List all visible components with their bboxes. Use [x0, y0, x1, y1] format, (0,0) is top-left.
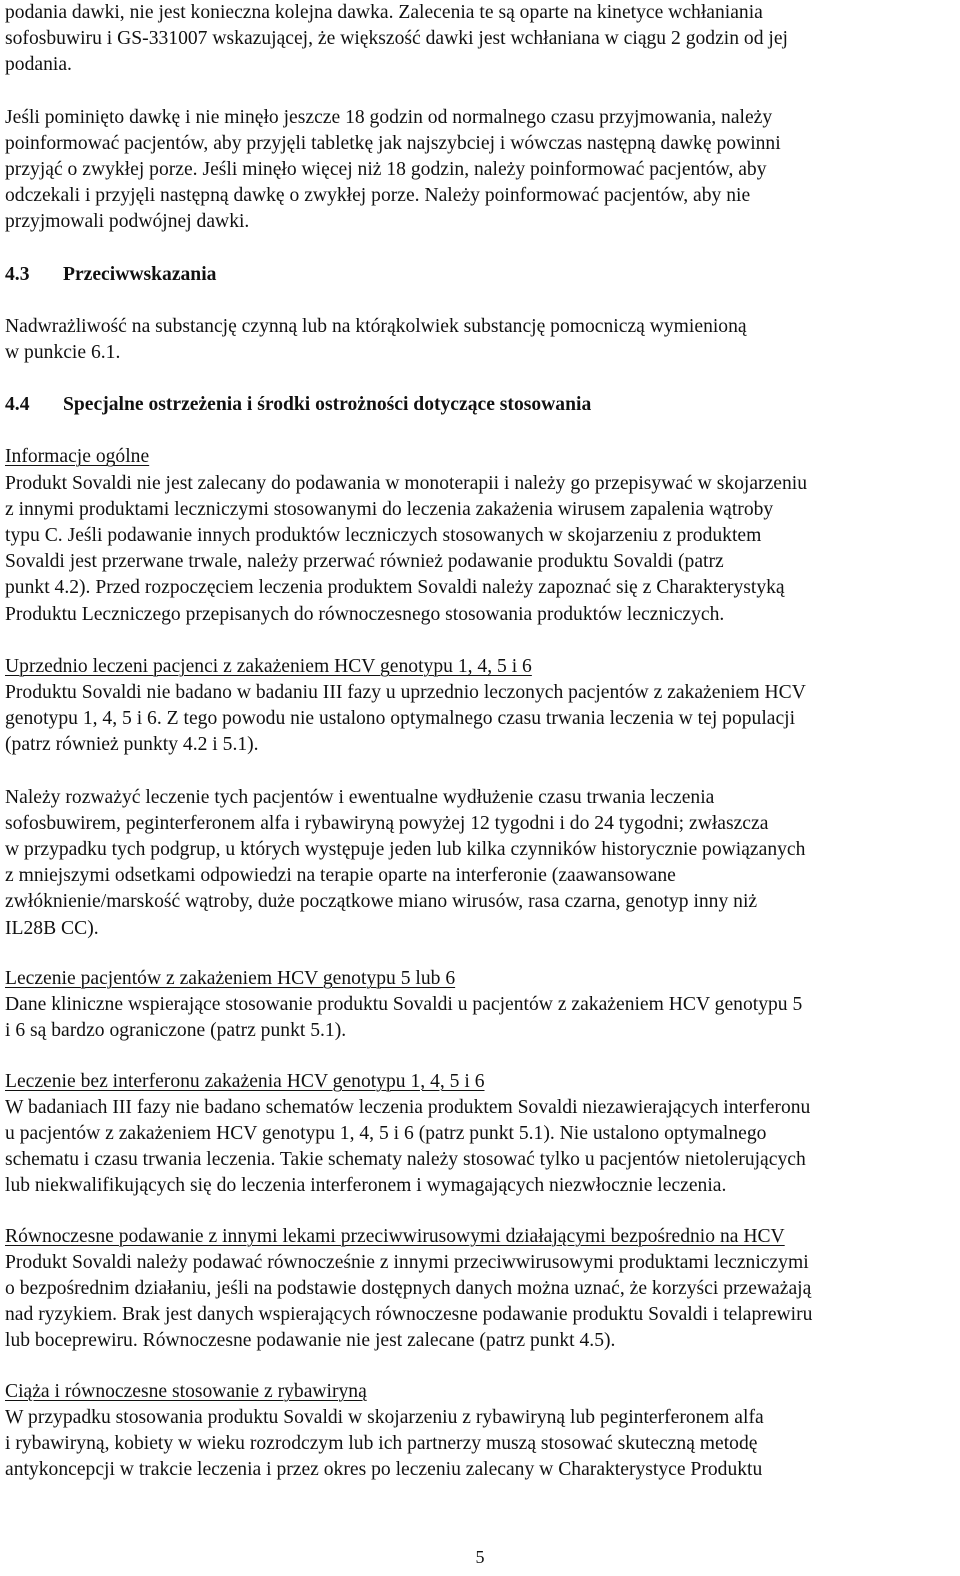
text-line: punkt 4.2). Przed rozpoczęciem leczenia produktem Sovaldi należy zapoznać się z Charakterystyką	[5, 577, 785, 599]
intro-paragraph	[5, 0, 955, 79]
text-line: Produkt Sovaldi należy podawać równocześnie z innymi przeciwwirusowymi produktami leczniczymi	[5, 1251, 809, 1273]
text-line: Dane kliniczne wspierające stosowanie produktu Sovaldi u pacjentów z zakażeniem HCV genotypu 5	[5, 994, 803, 1016]
contraindications-paragraph	[5, 314, 955, 366]
text-line: antykoncepcji w trakcie leczenia i przez okres po leczeniu zalecany w Charakterystyce Produktu	[5, 1459, 763, 1481]
text-line: W przypadku stosowania produktu Sovaldi w skojarzeniu z rybawiryną lub peginterferonem alfa	[5, 1406, 764, 1428]
text-line: z innymi produktami leczniczymi stosowanymi do leczenia zakażenia wirusem zapalenia wątroby	[5, 498, 774, 520]
text-line: (patrz również punkty 4.2 i 5.1).	[5, 734, 259, 756]
text-line: z mniejszymi odsetkami odpowiedzi na terapie oparte na interferonie (zaawansowane	[5, 865, 676, 887]
subsection-heading: Leczenie pacjentów z zakażeniem HCV genotypu 5 lub 6	[5, 967, 456, 989]
subsection-heading: Równoczesne podawanie z innymi lekami przeciwwirusowymi działającymi bezpośrednio na HCV	[5, 1225, 785, 1247]
text-line: sofosbuwirem, peginterferonem alfa i rybawiryną powyżej 12 tygodni i do 24 tygodni; zwłaszcza	[5, 812, 769, 834]
missed-dose-paragraph	[5, 105, 955, 236]
subsection-heading: Ciąża i równoczesne stosowanie z rybawiryną	[5, 1380, 367, 1402]
text-line: Produktu Sovaldi nie badano w badaniu III fazy u uprzednio leczonych pacjentów z zakażeniem HCV	[5, 682, 806, 704]
section-4-4-heading	[5, 392, 955, 418]
text-line: zwłóknienie/marskość wątroby, duże początkowe miano wirusów, rasa czarna, genotyp inny niż	[5, 891, 758, 913]
section-number: 4.3	[5, 263, 30, 285]
text-line: Nadwrażliwość na substancję czynną lub na którąkolwiek substancję pomocniczą wymienioną	[5, 315, 747, 337]
text-line: podania dawki, nie jest konieczna kolejna dawka. Zalecenia te są oparte na kinetyce wchłaniania	[5, 2, 763, 23]
text-line: odczekali i przyjęli następną dawkę o zwykłej porze. Należy poinformować pacjentów, aby nie	[5, 185, 751, 207]
text-line: IL28B CC).	[5, 917, 99, 939]
text-line: podania.	[5, 54, 72, 76]
page-number: 5	[475, 1547, 485, 1567]
text-line: o bezpośrednim działaniu, jeśli na podstawie dostępnych danych można uznać, że korzyści przeważają	[5, 1277, 812, 1299]
subsection-heading: Leczenie bez interferonu zakażenia HCV genotypu 1, 4, 5 i 6	[5, 1070, 485, 1092]
text-line: w przypadku tych podgrup, u których występuje jeden lub kilka czynników historycznie powiązanych	[5, 839, 806, 861]
text-line: W badaniach III fazy nie badano schematów leczenia produktem Sovaldi niezawierających interferonu	[5, 1096, 811, 1118]
text-line: poinformować pacjentów, aby przyjęli tabletkę jak najszybciej i wówczas następną dawkę powinni	[5, 132, 781, 154]
text-line: nad ryzykiem. Brak jest danych wspierających równoczesne podawanie produktu Sovaldi i telaprewiru	[5, 1304, 813, 1326]
text-line: sofosbuwiru i GS-331007 wskazującej, że większość dawki jest wchłaniana w ciągu 2 godzin od jej	[5, 28, 789, 50]
text-line: u pacjentów z zakażeniem HCV genotypu 1, 4, 5 i 6 (patrz punkt 5.1). Nie ustalono optymalnego	[5, 1122, 767, 1144]
text-line: Produkt Sovaldi nie jest zalecany do podawania w monoterapii i należy go przepisywać w skojarzeniu	[5, 472, 808, 494]
text-line: lub boceprewiru. Równoczesne podawanie nie jest zalecane (patrz punkt 4.5).	[5, 1330, 616, 1352]
document-page	[5, 0, 955, 1483]
subsection-interferon-free	[5, 1069, 955, 1200]
subsection-previously-treated	[5, 654, 955, 759]
subsection-general-info	[5, 444, 955, 627]
section-title: Specjalne ostrzeżenia i środki ostrożności dotyczące stosowania	[63, 394, 592, 416]
text-line: i rybawiryną, kobiety w wieku rozrodczym lub ich partnerzy muszą stosować skuteczną metodę	[5, 1432, 758, 1454]
section-title: Przeciwwskazania	[63, 263, 217, 285]
text-line: przyjmowali podwójnej dawki.	[5, 211, 250, 233]
text-line: i 6 są bardzo ograniczone (patrz punkt 5.1).	[5, 1020, 347, 1042]
section-4-3-heading	[5, 262, 955, 288]
text-line: w punkcie 6.1.	[5, 342, 121, 364]
subsection-coadministration-daa	[5, 1224, 955, 1355]
section-number: 4.4	[5, 394, 30, 416]
text-line: Sovaldi jest przerwane trwale, należy przerwać również podawanie produktu Sovaldi (patrz	[5, 551, 724, 573]
text-line: genotypu 1, 4, 5 i 6. Z tego powodu nie ustalono optymalnego czasu trwania leczenia w tej populacji	[5, 708, 796, 730]
subsection-heading: Informacje ogólne	[5, 446, 150, 468]
subsection-genotype-5-6	[5, 966, 955, 1045]
subsection-consider-treatment	[5, 785, 955, 942]
text-line: przyjąć o zwykłej porze. Jeśli minęło więcej niż 18 godzin, należy poinformować pacjentów, aby	[5, 159, 767, 181]
text-line: schematu i czasu trwania leczenia. Takie schematy należy stosować tylko u pacjentów nietolerujących	[5, 1149, 806, 1171]
text-line: typu C. Jeśli podawanie innych produktów leczniczych stosowanych w skojarzeniu z produktem	[5, 525, 762, 547]
text-line: Produktu Leczniczego przepisanych do równoczesnego stosowania produktów leczniczych.	[5, 603, 725, 625]
subsection-pregnancy-ribavirin	[5, 1379, 955, 1484]
text-line: lub niekwalifikujących się do leczenia interferonem i wymagających niezwłocznie leczenia.	[5, 1175, 727, 1197]
subsection-heading: Uprzednio leczeni pacjenci z zakażeniem HCV genotypu 1, 4, 5 i 6	[5, 655, 532, 677]
text-line: Należy rozważyć leczenie tych pacjentów i ewentualne wydłużenie czasu trwania leczenia	[5, 786, 715, 808]
text-line: Jeśli pominięto dawkę i nie minęło jeszcze 18 godzin od normalnego czasu przyjmowania, należy	[5, 106, 773, 128]
